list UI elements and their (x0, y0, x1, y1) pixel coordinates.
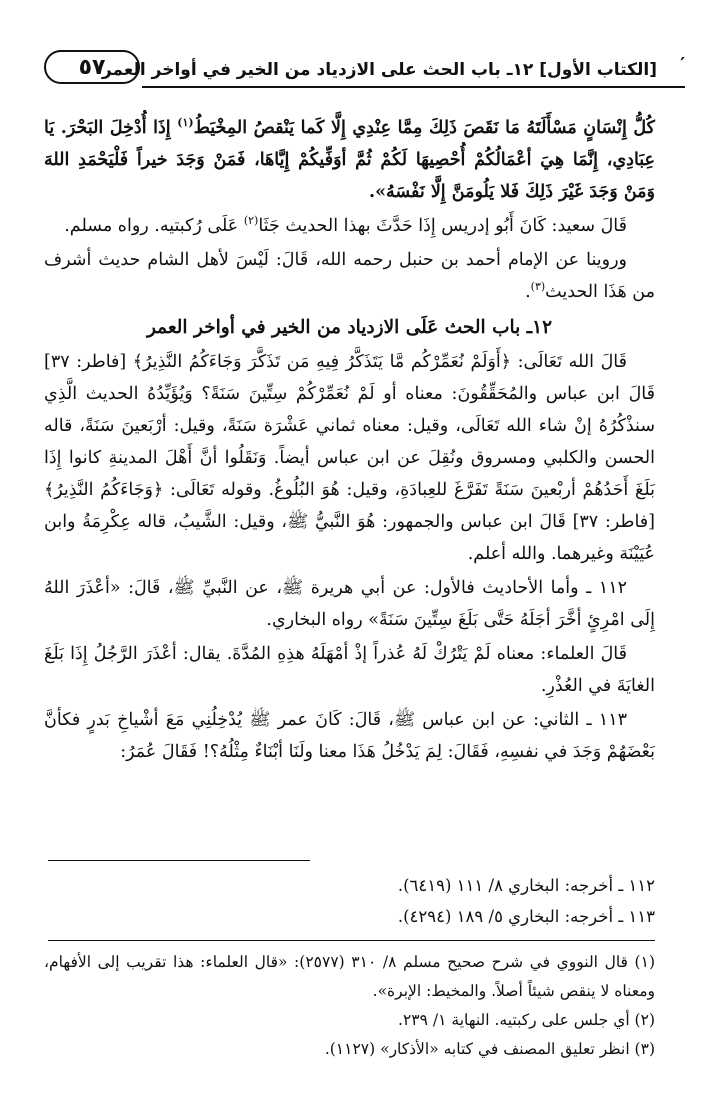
paragraph-text: كُلُّ إِنْسَانٍ مَسْأَلَتَهُ مَا نَقَصَ ذَلِكَ مِمَّا عِنْدِي إِلَّا كَما يَنْقصُ المِخْيَطُ (193, 118, 655, 138)
paragraph-text: . (525, 282, 531, 302)
page-number: ٥٧ (44, 50, 140, 84)
footnote-marker: (٣) (530, 280, 546, 294)
hadith-reference: ١١٣ ـ أخرجه: البخاري ٥/ ١٨٩ (٤٢٩٤). (397, 907, 655, 926)
paragraph-said (44, 210, 655, 242)
paragraph-text: عَلَى رُكبتيه. رواه مسلم. (64, 216, 244, 236)
paragraph-text: قَالَ سعيد: كَانَ أَبُو إدريس إِذَا حَدَّثَ بهذا الحديث جَثَا (258, 216, 627, 236)
notes-divider (48, 940, 655, 941)
paragraph-ahmad (44, 244, 655, 308)
header-rule (142, 86, 685, 88)
paragraph-hadith-113: ١١٣ ـ الثاني: عن ابن عباس ﷺ، قَالَ: كَانَ عمر ﷺ يُدْخِلُنِي مَعَ أشْياخِ بَدرٍ فكأنَّ بَعْضَهُمْ وَجَدَ في نفسِهِ، فَقَالَ: لِمَ يَدْخُلُ هَذَا معنا ولَنَا أبْنَاءٌ مِثْلُهُ؟! فَقَالَ عُمَرُ: (44, 710, 655, 762)
paragraph-text: وروينا عن الإمام أحمد بن حنبل رحمه الله، قَالَ: لَيْسَ لأهل الشام حديث أشرف من هَذَا الحديث (44, 250, 655, 302)
hadith-references (44, 870, 655, 932)
paragraph-text: إِذَا أُدْخِلَ البَحْرَ. يَا عِبَادِي، إِنَّمَا هِيَ أعْمَالُكُمْ أُحْصِيهَا لَكُمْ ثُمَّ أوَفِّيكُمْ إِيَّاهَا، فَمَنْ وَجَدَ خيراً فَلْيَحْمَدِ اللهَ وَمَنْ وَجَدَ غَيْرَ ذَلِكَ فَلا يَلُومَنَّ إِلَّا نَفْسَهُ». (44, 118, 655, 202)
header-tick: ′ (680, 54, 685, 75)
paragraph-hadith-112: ١١٢ ـ وأما الأحاديث فالأول: عن أبي هريرة ﷺ، عن النَّبيِّ ﷺ، قَالَ: «أعْذَرَ اللهُ إِلَى امْرِئٍ أخَّرَ أجَلَهُ حَتَّى بَلَغَ سِتِّينَ سَنَةً» رواه البخاري. (44, 578, 655, 630)
paragraph-verse: قَالَ الله تَعَالَى: ﴿أَوَلَمْ نُعَمِّرْكُم مَّا يَتَذَكَّرُ فِيهِ مَن تَذَكَّرَ وَجَاءَكُمُ النَّذِيرُ﴾ [فاطر: ٣٧] قَالَ ابن عباس والمُحَقِّقُونَ: معناه أو لَمْ نُعَمِّرْكُمْ سِتِّينَ سَنَةً؟ وَيُؤَيِّدُهُ الحديث الَّذِي سنذْكُرُهُ إنْ شاء الله تَعَالَى، وقيل: معناه ثماني عَشْرَة سَنَةً، وقيل: أرْبَعينَ سَنَةً، قاله الحسن والكلبي ومسروق ونُقِلَ عن ابن عباس أيضاً. وَنَقَلُوا أنَّ أَهْلَ المدينةِ كانوا إِذَا بَلَغَ أَحَدُهُمْ أربْعينَ سَنَةً تَفَرَّغَ للعِبادَةِ، وقيل: هُوَ البُلُوغُ. وقوله تَعَالَى: ﴿وَجَاءَكُمُ النَّذِيرُ﴾ [فاطر: ٣٧] قَالَ ابن عباس والجمهور: هُوَ النَّبيُّ ﷺ، وقيل: الشَّيبُ، قاله عِكْرِمَةُ وابن عُيَيْنَة وغيرهما. والله أعلم. (44, 352, 655, 564)
hadith-reference: ١١٢ ـ أخرجه: البخاري ٨/ ١١١ (٦٤١٩). (397, 876, 655, 895)
paragraph-scholars: قَالَ العلماء: معناه لَمْ يَتْرُكْ لَهُ عُذراً إذْ أمْهَلَهُ هذِهِ المُدَّةَ. يقال: أعْذَرَ الرَّجُلُ إِذَا بَلَغَ الغايَةَ في العُذْرِ. (44, 644, 655, 696)
running-title: [الكتاب الأول] ١٢ـ باب الحث على الازدياد من الخير في أواخر العمر (101, 60, 657, 80)
footnote-marker: (٢) (243, 214, 259, 228)
footnotes (44, 948, 655, 1064)
footnote: (٣) انظر تعليق المصنف في كتابه «الأذكار» (١١٢٧). (324, 1040, 655, 1058)
section-title: ١٢ـ باب الحث عَلَى الازدياد من الخير في أواخر العمر (146, 317, 553, 338)
footnote-marker: (١) (177, 116, 194, 130)
paragraph-hadith-qudsi (44, 112, 655, 208)
footnote: (٢) أي جلس على ركبتيه. النهاية ١/ ٢٣٩. (398, 1011, 655, 1029)
footnote-divider (48, 860, 310, 861)
page-header (40, 50, 685, 90)
footnote: (١) قال النووي في شرح صحيح مسلم ٨/ ٣١٠ (٢٥٧٧): «قال العلماء: هذا تقريب إلى الأفهام، ومعناه لا ينقص شيئاً أصلاً. والمخيط: الإبرة». (44, 953, 655, 1000)
main-text (44, 112, 655, 770)
